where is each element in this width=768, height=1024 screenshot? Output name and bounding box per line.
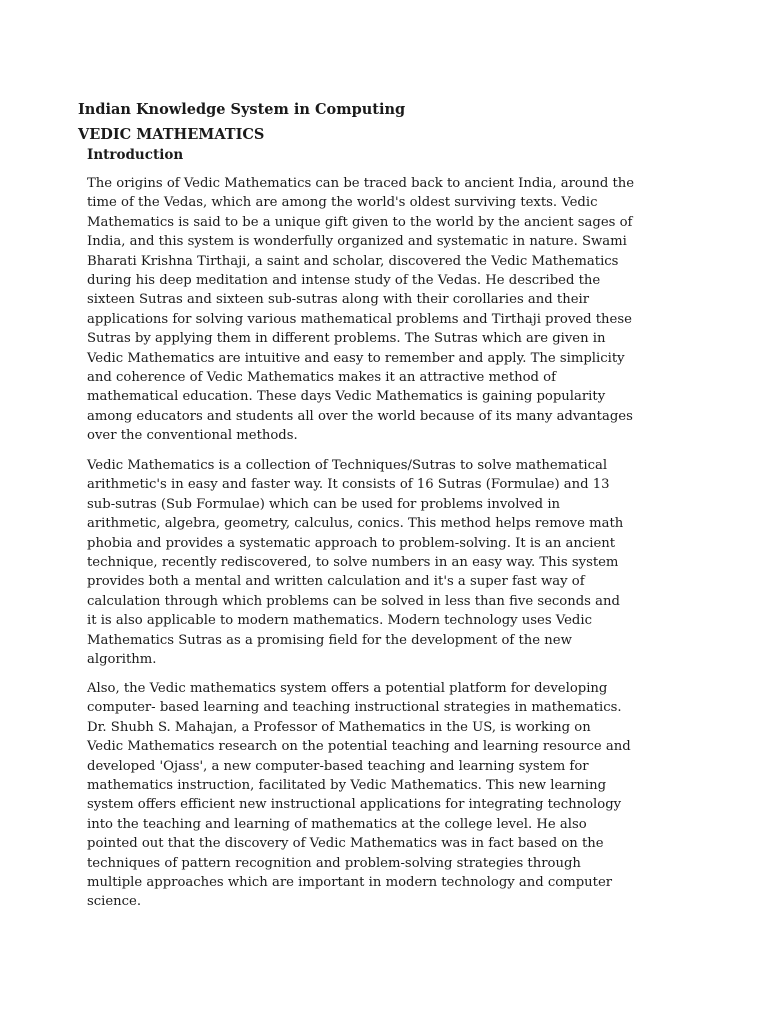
- text-line: mathematical education. These days Vedic Mathematics is gaining popularity: [87, 389, 606, 405]
- text-line: arithmetic, algebra, geometry, calculus, conics. This method helps remove math: [87, 516, 624, 532]
- text-line: mathematics instruction, facilitated by Vedic Mathematics. This new learning: [87, 777, 607, 793]
- text-line: system offers efficient new instructional applications for integrating technology: [87, 797, 622, 813]
- text-line: sub-sutras (Sub Formulae) which can be used for problems involved in: [87, 496, 561, 512]
- text-line: multiple approaches which are important in modern technology and computer: [87, 874, 613, 890]
- text-line: developed 'Ojass', a new computer-based teaching and learning system for: [87, 758, 589, 774]
- text-line: Mathematics is said to be a unique gift given to the world by the ancient sages of: [87, 214, 633, 230]
- document-title: Indian Knowledge System in Computing: [78, 101, 406, 118]
- text-line: Bharati Krishna Tirthaji, a saint and scholar, discovered the Vedic Mathematics: [87, 253, 619, 269]
- text-line: Mathematics Sutras as a promising field for the development of the new: [87, 632, 572, 648]
- text-line: arithmetic's in easy and faster way. It consists of 16 Sutras (Formulae) and 13: [87, 477, 610, 493]
- text-line: Also, the Vedic mathematics system offers a potential platform for developing: [87, 681, 608, 696]
- text-line: algorithm.: [87, 651, 157, 667]
- text-line: India, and this system is wonderfully organized and systematic in nature. Swami: [87, 234, 627, 250]
- paragraph-computer-based-learning: [87, 679, 712, 912]
- text-line: phobia and provides a systematic approach to problem-solving. It is an ancient: [87, 535, 616, 551]
- text-line: calculation through which problems can be solved in less than five seconds and: [87, 593, 620, 609]
- text-line: science.: [87, 894, 142, 910]
- text-line: Vedic Mathematics are intuitive and easy to remember and apply. The simplicity: [87, 350, 625, 366]
- text-line: into the teaching and learning of mathematics at the college level. He also: [87, 816, 587, 832]
- section-heading: VEDIC MATHEMATICS: [78, 126, 265, 143]
- paragraph-techniques: [87, 456, 712, 669]
- text-line: Vedic Mathematics research on the potential teaching and learning resource and: [87, 739, 631, 755]
- text-line: provides both a mental and written calculation and it's a super fast way of: [87, 574, 585, 590]
- text-line: pointed out that the discovery of Vedic Mathematics was in fact based on the: [87, 836, 604, 852]
- text-line: among educators and students all over the world because of its many advantages: [87, 408, 633, 424]
- text-line: it is also applicable to modern mathematics. Modern technology uses Vedic: [87, 613, 592, 629]
- text-line: over the conventional methods.: [87, 428, 298, 444]
- text-line: during his deep meditation and intense study of the Vedas. He described the: [87, 272, 601, 288]
- text-line: and coherence of Vedic Mathematics makes it an attractive method of: [87, 369, 557, 385]
- text-line: sixteen Sutras and sixteen sub-sutras along with their corollaries and their: [87, 292, 590, 308]
- text-line: The origins of Vedic Mathematics can be traced back to ancient India, around the: [87, 176, 635, 191]
- paragraph-origins: [87, 174, 712, 445]
- text-line: technique, recently rediscovered, to solve numbers in an easy way. This system: [87, 554, 619, 570]
- text-line: techniques of pattern recognition and problem-solving strategies through: [87, 855, 581, 871]
- text-line: Sutras by applying them in different problems. The Sutras which are given in: [87, 331, 606, 347]
- text-line: applications for solving various mathematical problems and Tirthaji proved these: [87, 311, 632, 327]
- text-line: time of the Vedas, which are among the world's oldest surviving texts. Vedic: [87, 195, 598, 211]
- text-line: Dr. Shubh S. Mahajan, a Professor of Mathematics in the US, is working on: [87, 719, 591, 735]
- introduction-heading: Introduction: [87, 147, 184, 163]
- text-line: Vedic Mathematics is a collection of Techniques/Sutras to solve mathematical: [87, 458, 608, 473]
- text-line: computer- based learning and teaching instructional strategies in mathematics.: [87, 700, 622, 716]
